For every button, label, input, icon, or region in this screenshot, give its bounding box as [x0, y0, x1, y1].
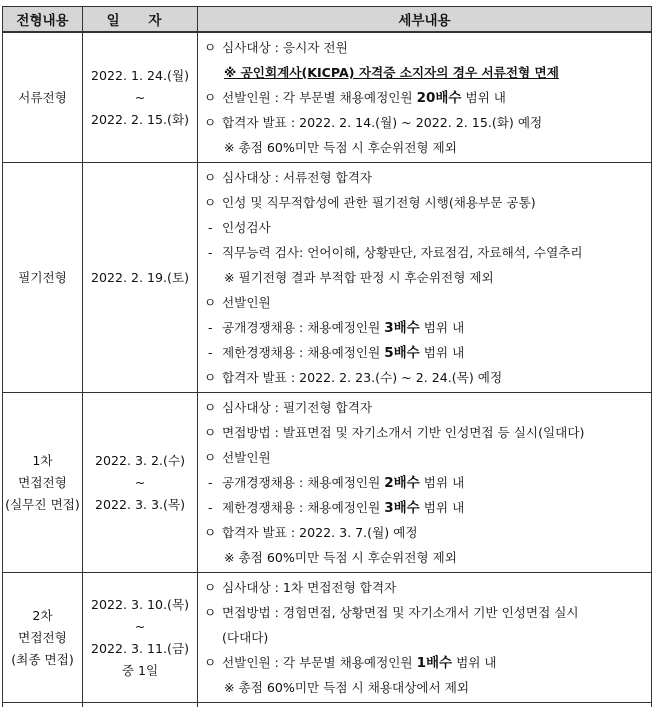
- dash-icon: -: [208, 340, 222, 365]
- date-text: 중 1일: [83, 660, 197, 682]
- line-text: 범위 내: [420, 500, 465, 515]
- detail-line: [204, 575, 651, 600]
- line-text: ※ 총점 60%미만 득점 시 후순위전형 제외: [224, 550, 457, 565]
- line-text: 합격자 발표 : 2022. 3. 7.(월) 예정: [222, 525, 418, 540]
- table-row: [3, 163, 652, 393]
- line-text: 공개경쟁채용 : 채용예정인원: [222, 320, 384, 335]
- date-cell: [83, 32, 198, 163]
- detail-line: [204, 395, 651, 420]
- category-text: (최종 면접): [3, 649, 82, 671]
- category-text: (실무진 면접): [3, 494, 82, 516]
- detail-line: [204, 35, 651, 60]
- detail-line: [204, 600, 651, 625]
- detail-line: [204, 445, 651, 470]
- dash-icon: -: [208, 495, 222, 520]
- bullet-icon: ㅇ: [204, 190, 222, 215]
- category-text: 면접전형: [3, 627, 82, 649]
- emphasis-count: 1배수: [417, 655, 452, 671]
- detail-line: [204, 420, 651, 445]
- line-text: 선발인원 : 각 부문별 채용예정인원: [222, 90, 417, 105]
- detail-line: [204, 520, 651, 545]
- detail-line: [204, 85, 651, 110]
- header-row: [3, 7, 652, 33]
- category-text: 2차: [3, 605, 82, 627]
- line-text: 심사대상 : 1차 면접전형 합격자: [222, 580, 396, 595]
- bullet-icon: ㅇ: [204, 445, 222, 470]
- line-text: 공개경쟁채용 : 채용예정인원: [222, 475, 384, 490]
- emphasis-count: 2배수: [384, 475, 419, 491]
- line-text: 심사대상 : 서류전형 합격자: [222, 170, 372, 185]
- line-text: 선발인원: [222, 450, 271, 465]
- line-text: 면접방법 : 경험면접, 상황면접 및 자기소개서 기반 인성면접 실시: [222, 605, 579, 620]
- line-text: 선발인원: [222, 295, 271, 310]
- detail-line: [204, 495, 651, 520]
- date-text: ~: [83, 616, 197, 638]
- detail-line: [204, 110, 651, 135]
- line-text: (다대다): [222, 630, 268, 645]
- line-text: 합격자 발표 : 2022. 2. 23.(수) ~ 2. 24.(목) 예정: [222, 370, 502, 385]
- line-text: 선발인원 : 각 부문별 채용예정인원: [222, 655, 417, 670]
- line-text: ※ 총점 60%미만 득점 시 후순위전형 제외: [224, 140, 457, 155]
- bullet-icon: ㅇ: [204, 575, 222, 600]
- category-cell: [3, 573, 83, 703]
- bullet-icon: ㅇ: [204, 650, 222, 675]
- line-text: 범위 내: [420, 320, 465, 335]
- category-cell: [3, 163, 83, 393]
- date-text: 2022. 2. 19.(토): [83, 267, 197, 289]
- details-cell: [198, 32, 652, 163]
- line-text: 면접방법 : 발표면접 및 자기소개서 기반 인성면접 등 실시(일대다): [222, 425, 584, 440]
- header-date: 일 자: [83, 7, 198, 33]
- date-text: ~: [83, 472, 197, 494]
- bullet-icon: ㅇ: [204, 110, 222, 135]
- bullet-icon: ㅇ: [204, 365, 222, 390]
- table-row: [3, 393, 652, 573]
- dash-icon: -: [208, 240, 222, 265]
- bullet-icon: ㅇ: [204, 420, 222, 445]
- detail-line: [204, 365, 651, 390]
- schedule-table: [2, 6, 652, 707]
- empty-cell: [3, 703, 83, 707]
- detail-line: [204, 190, 651, 215]
- detail-line: [204, 315, 651, 340]
- line-text: ※ 필기전형 결과 부적합 판정 시 후순위전형 제외: [224, 270, 494, 285]
- line-text: 직무능력 검사: 언어이해, 상황판단, 자료점검, 자료해석, 수열추리: [222, 245, 583, 260]
- detail-line: [204, 265, 651, 290]
- details-cell: [198, 163, 652, 393]
- category-text: 1차: [3, 450, 82, 472]
- date-text: 2022. 3. 10.(목): [83, 594, 197, 616]
- category-text: 서류전형: [3, 87, 82, 109]
- category-text: 필기전형: [3, 267, 82, 289]
- detail-line: [204, 60, 651, 85]
- table-row: [3, 32, 652, 163]
- line-text: 제한경쟁채용 : 채용예정인원: [222, 500, 384, 515]
- bullet-icon: ㅇ: [204, 520, 222, 545]
- date-text: 2022. 3. 11.(금): [83, 638, 197, 660]
- line-text: 범위 내: [452, 655, 497, 670]
- table-row-partial: [3, 703, 652, 707]
- line-text: 심사대상 : 필기전형 합격자: [222, 400, 372, 415]
- date-text: 2022. 2. 15.(화): [83, 109, 197, 131]
- line-text: 범위 내: [461, 90, 506, 105]
- detail-line: [204, 165, 651, 190]
- line-text: 제한경쟁채용 : 채용예정인원: [222, 345, 384, 360]
- bullet-icon: ㅇ: [204, 35, 222, 60]
- line-text: ※ 총점 60%미만 득점 시 채용대상에서 제외: [224, 680, 469, 695]
- emphasis-count: 20배수: [417, 90, 462, 106]
- details-cell: [198, 393, 652, 573]
- line-text: 합격자 발표 : 2022. 2. 14.(월) ~ 2022. 2. 15.(화) 예정: [222, 115, 542, 130]
- bullet-icon: ㅇ: [204, 600, 222, 625]
- category-cell: [3, 393, 83, 573]
- line-text: 심사대상 : 응시자 전원: [222, 40, 348, 55]
- date-cell: [83, 393, 198, 573]
- date-text: 2022. 3. 3.(목): [83, 494, 197, 516]
- emphasis-count: 3배수: [384, 320, 419, 336]
- empty-cell: [198, 703, 652, 707]
- detail-line: [204, 240, 651, 265]
- detail-line: [204, 545, 651, 570]
- emphasis-count: 5배수: [384, 345, 419, 361]
- header-details: 세부내용: [198, 7, 652, 33]
- category-cell: [3, 32, 83, 163]
- detail-line: [204, 675, 651, 700]
- bullet-icon: ㅇ: [204, 165, 222, 190]
- details-cell: [198, 573, 652, 703]
- date-cell: [83, 573, 198, 703]
- dash-icon: -: [208, 315, 222, 340]
- dash-icon: -: [208, 470, 222, 495]
- detail-line: [204, 340, 651, 365]
- detail-line: [204, 215, 651, 240]
- emphasis-count: 3배수: [384, 500, 419, 516]
- dash-icon: -: [208, 215, 222, 240]
- date-text: 2022. 1. 24.(월): [83, 65, 197, 87]
- bullet-icon: ㅇ: [204, 85, 222, 110]
- date-cell: [83, 163, 198, 393]
- date-text: ~: [83, 87, 197, 109]
- header-category: 전형내용: [3, 7, 83, 33]
- line-text: 범위 내: [420, 345, 465, 360]
- bullet-icon: ㅇ: [204, 395, 222, 420]
- line-text: 인성검사: [222, 220, 271, 235]
- detail-line: [204, 625, 651, 650]
- category-text: 면접전형: [3, 472, 82, 494]
- empty-cell: [83, 703, 198, 707]
- detail-line: [204, 290, 651, 315]
- line-text: 범위 내: [420, 475, 465, 490]
- date-text: 2022. 3. 2.(수): [83, 450, 197, 472]
- detail-line: [204, 650, 651, 675]
- warning-text: ※ 공인회계사(KICPA) 자격증 소지자의 경우 서류전형 면제: [224, 65, 559, 80]
- detail-line: [204, 135, 651, 160]
- table-row: [3, 573, 652, 703]
- detail-line: [204, 470, 651, 495]
- line-text: 인성 및 직무적합성에 관한 필기전형 시행(채용부문 공통): [222, 195, 536, 210]
- bullet-icon: ㅇ: [204, 290, 222, 315]
